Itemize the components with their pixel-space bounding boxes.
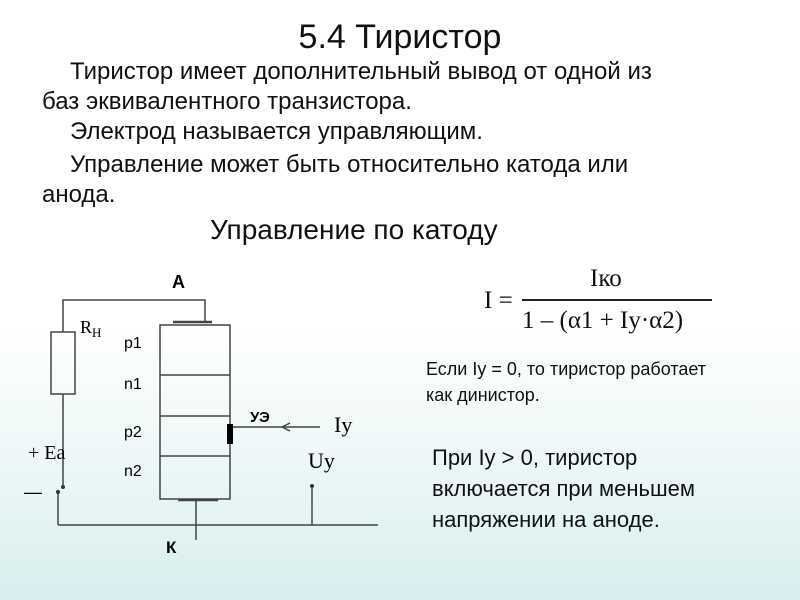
layer-label-p2: p2 <box>124 424 142 441</box>
subtitle: Управление по катоду <box>210 214 498 245</box>
paragraph-line-5: анода. <box>42 181 116 208</box>
slide-title: 5.4 Тиристор <box>298 18 502 56</box>
terminal-plus <box>61 485 65 489</box>
paragraph-line-1: Тиристор имеет дополнительный вывод от одной из <box>70 58 652 85</box>
gate-voltage-label: Uy <box>308 448 335 473</box>
note-if-zero-line-2: как динистор. <box>426 385 540 405</box>
gate-current-label: Iy <box>334 412 353 437</box>
formula-denominator: 1 – (α1 + Iy·α2) <box>522 307 684 334</box>
load-resistor <box>51 332 75 394</box>
terminal-minus <box>56 490 60 494</box>
paragraph-line-3: Электрод называется управляющим. <box>70 118 483 145</box>
note-if-zero-line-1: Если Iy = 0, то тиристор работает <box>426 359 707 379</box>
supply-plus-label: + Ea <box>28 442 66 464</box>
thyristor-body <box>160 325 230 499</box>
formula-numerator: Iко <box>590 265 622 292</box>
anode-label: А <box>172 272 185 292</box>
resistor-label: $R_Н$ <box>80 317 102 340</box>
formula-fraction-bar <box>522 299 712 301</box>
supply-minus-label: — <box>24 482 42 502</box>
formula-lhs: I = <box>484 287 513 314</box>
terminal-gate <box>310 484 314 488</box>
paragraph-line-2: баз эквивалентного транзистора. <box>42 88 412 115</box>
cathode-label: К <box>166 538 177 557</box>
note-positive-line-1: При Iy > 0, тиристор <box>432 445 638 470</box>
note-positive-line-2: включается при меньшем <box>432 476 696 501</box>
layer-label-n2: n2 <box>124 463 142 480</box>
note-positive-line-3: напряжении на аноде. <box>432 507 660 532</box>
gate-label: УЭ <box>250 409 270 426</box>
layer-label-n1: n1 <box>124 376 142 393</box>
gate-electrode <box>227 424 233 444</box>
layer-label-p1: p1 <box>124 335 142 352</box>
paragraph-line-4: Управление может быть относительно катода или <box>70 151 629 178</box>
